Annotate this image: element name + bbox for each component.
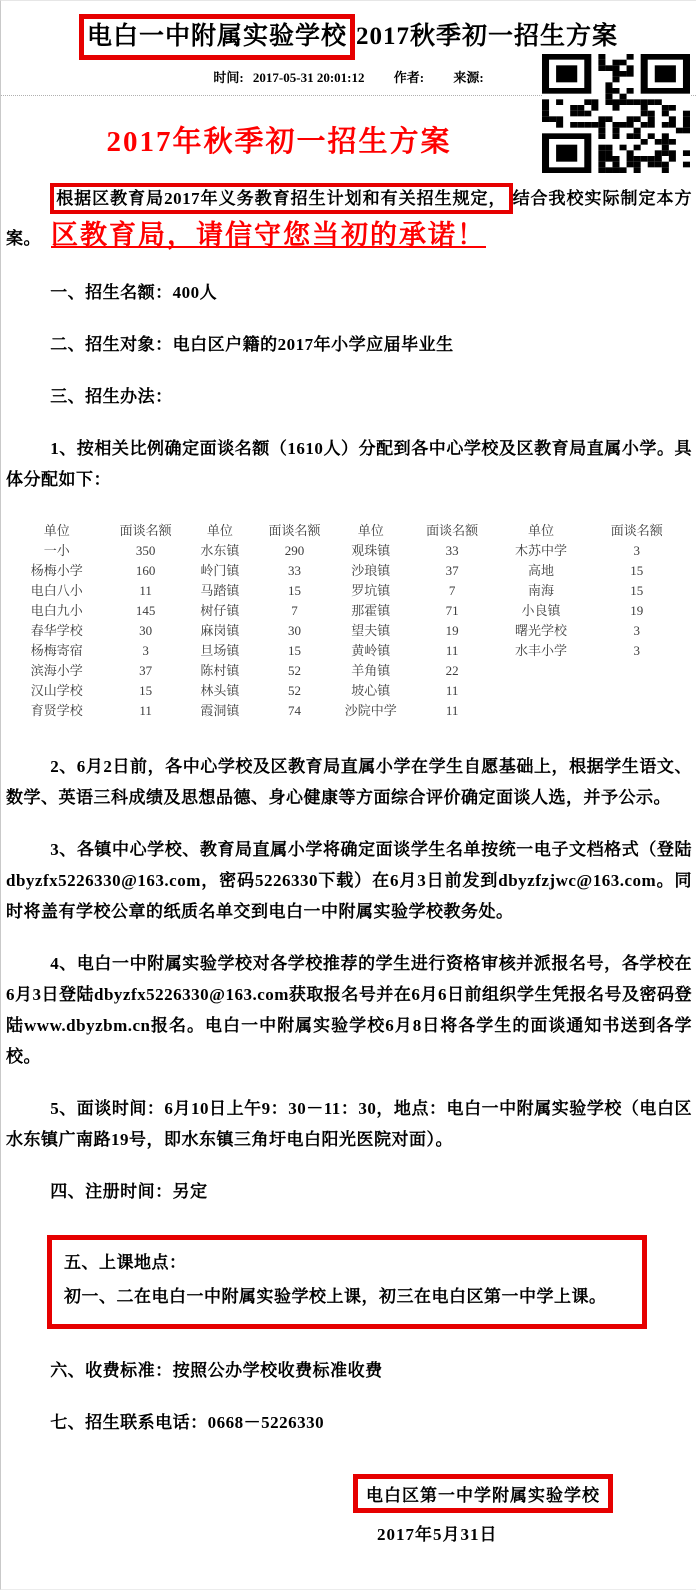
document-heading: 2017年秋季初一招生方案 bbox=[106, 126, 452, 158]
table-cell: 汉山学校 bbox=[30, 683, 83, 698]
table-cell: 电白九小 bbox=[30, 603, 83, 618]
table-cell: 水丰小学 bbox=[514, 643, 567, 658]
table-cell bbox=[495, 701, 588, 721]
signature-highlight-box: 电白区第一中学附属实验学校 bbox=[353, 1474, 613, 1513]
table-cell: 11 bbox=[445, 643, 459, 658]
table-cell: 15 bbox=[287, 583, 301, 598]
table-cell: 160 bbox=[135, 563, 156, 578]
table-header-cell: 单位 bbox=[43, 523, 70, 538]
section-method: 三、招生办法： bbox=[50, 387, 173, 406]
table-cell: 滨海小学 bbox=[30, 663, 83, 678]
table-cell: 52 bbox=[287, 683, 301, 698]
table-cell: 3 bbox=[633, 543, 640, 558]
table-cell: 145 bbox=[135, 603, 156, 618]
table-cell: 71 bbox=[445, 603, 459, 618]
table-cell: 杨梅小学 bbox=[30, 563, 83, 578]
table-cell: 霞洞镇 bbox=[200, 703, 240, 718]
allocation-table bbox=[5, 521, 686, 721]
table-cell: 350 bbox=[135, 543, 156, 558]
allocation-table-body bbox=[5, 541, 686, 721]
protest-annotation: 区教育局，请信守您当初的承诺！ bbox=[51, 220, 486, 250]
table-cell bbox=[495, 681, 588, 701]
table-cell bbox=[587, 701, 686, 721]
table-row bbox=[5, 621, 686, 641]
table-cell: 观珠镇 bbox=[351, 543, 391, 558]
table-cell: 37 bbox=[139, 663, 153, 678]
meta-author-label: 作者: bbox=[393, 70, 425, 85]
section-quota: 一、招生名额：400人 bbox=[50, 283, 218, 302]
table-header-cell: 单位 bbox=[206, 523, 233, 538]
signature-row bbox=[353, 1474, 693, 1513]
table-cell: 小良镇 bbox=[521, 603, 561, 618]
table-cell: 15 bbox=[630, 563, 644, 578]
table-row bbox=[5, 601, 686, 621]
section-target: 二、招生对象：电白区户籍的2017年小学应届毕业生 bbox=[50, 335, 454, 354]
table-row bbox=[5, 541, 686, 561]
table-header-cell: 面谈名额 bbox=[119, 523, 172, 538]
table-cell: 望夫镇 bbox=[351, 623, 391, 638]
table-cell: 22 bbox=[445, 663, 459, 678]
meta-source-label: 来源: bbox=[453, 70, 484, 85]
method-item-3: 3、各镇中心学校、教育局直属小学将确定面谈学生名单按统一电子文档格式（登陆dbyzfx5226330@163.com，密码5226330下载）在6月3日前发到dbyzfzjwc@163.com。同时将盖有学校公章的纸质名单交到电白一中附属实验学校教务处。 bbox=[6, 840, 692, 921]
method-item-2: 2、6月2日前，各中心学校及区教育局直属小学在学生自愿基础上，根据学生语文、数学、英语三科成绩及思想品德、身心健康等方面综合评价确定面谈人选，并予公示。 bbox=[6, 757, 692, 807]
method-item-5: 5、面谈时间：6月10日上午9：30－11：30，地点：电白一中附属实验学校（电白区水东镇广南路19号，即水东镇三角圩电白阳光医院对面）。 bbox=[6, 1099, 692, 1149]
table-cell: 33 bbox=[287, 563, 301, 578]
table-cell: 沙琅镇 bbox=[351, 563, 391, 578]
table-cell: 33 bbox=[445, 543, 459, 558]
qr-code-icon bbox=[542, 54, 690, 173]
intro-paragraph bbox=[6, 183, 692, 256]
table-cell: 林头镇 bbox=[200, 683, 240, 698]
section-contact: 七、招生联系电话：0668－5226330 bbox=[50, 1413, 325, 1432]
section-fees: 六、收费标准：按照公办学校收费标准收费 bbox=[50, 1361, 383, 1380]
intro-rest: 结合我校实际制定本方案。 bbox=[6, 189, 693, 248]
table-cell: 74 bbox=[287, 703, 301, 718]
table-cell: 11 bbox=[445, 683, 459, 698]
section-location-body: 初一、二在电白一中附属实验学校上课，初三在电白区第一中学上课。 bbox=[64, 1287, 607, 1306]
table-cell: 3 bbox=[633, 623, 640, 638]
table-cell: 陈村镇 bbox=[200, 663, 240, 678]
table-cell: 那霍镇 bbox=[351, 603, 391, 618]
table-cell: 罗坑镇 bbox=[351, 583, 391, 598]
table-cell: 羊角镇 bbox=[351, 663, 391, 678]
table-cell: 马踏镇 bbox=[200, 583, 240, 598]
table-row bbox=[5, 701, 686, 721]
table-cell: 曙光学校 bbox=[514, 623, 567, 638]
table-row bbox=[5, 641, 686, 661]
intro-highlight-box: 根据区教育局2017年义务教育招生计划和有关招生规定， bbox=[50, 183, 512, 214]
table-cell: 春华学校 bbox=[30, 623, 83, 638]
table-cell: 30 bbox=[139, 623, 153, 638]
table-cell: 11 bbox=[139, 583, 152, 598]
table-cell: 52 bbox=[287, 663, 301, 678]
table-cell: 坡心镇 bbox=[351, 683, 391, 698]
table-cell: 11 bbox=[445, 703, 459, 718]
table-cell: 杨梅寄宿 bbox=[30, 643, 83, 658]
table-header-cell: 面谈名额 bbox=[610, 523, 663, 538]
table-cell: 30 bbox=[287, 623, 301, 638]
table-cell: 岭门镇 bbox=[200, 563, 240, 578]
section-registration: 四、注册时间：另定 bbox=[50, 1182, 208, 1201]
table-cell: 7 bbox=[291, 603, 298, 618]
table-cell: 旦场镇 bbox=[200, 643, 240, 658]
table-cell: 树仔镇 bbox=[200, 603, 240, 618]
table-row bbox=[5, 661, 686, 681]
article-body bbox=[1, 122, 696, 1545]
table-cell: 高地 bbox=[527, 563, 554, 578]
table-row bbox=[5, 561, 686, 581]
table-header-cell: 单位 bbox=[527, 523, 554, 538]
allocation-table-head bbox=[5, 521, 686, 541]
table-cell: 电白八小 bbox=[30, 583, 83, 598]
table-cell: 3 bbox=[142, 643, 149, 658]
meta-time-label: 时间: bbox=[213, 70, 244, 85]
table-cell: 木苏中学 bbox=[514, 543, 567, 558]
table-cell: 15 bbox=[287, 643, 301, 658]
table-cell: 15 bbox=[139, 683, 153, 698]
method-item-1: 1、按相关比例确定面谈名额（1610人）分配到各中心学校及区教育局直属小学。具体分配如下： bbox=[6, 439, 692, 489]
table-header-cell: 单位 bbox=[357, 523, 384, 538]
table-cell bbox=[587, 681, 686, 701]
table-cell bbox=[495, 661, 588, 681]
table-row bbox=[5, 581, 686, 601]
table-row bbox=[5, 681, 686, 701]
meta-time-value: 2017-05-31 20:01:12 bbox=[252, 70, 365, 85]
section-location-title: 五、上课地点： bbox=[64, 1253, 187, 1272]
table-cell: 育贤学校 bbox=[30, 703, 83, 718]
table-header-cell: 面谈名额 bbox=[426, 523, 479, 538]
table-cell: 290 bbox=[284, 543, 305, 558]
table-cell: 19 bbox=[630, 603, 644, 618]
table-cell: 一小 bbox=[43, 543, 70, 558]
class-location-highlight-box bbox=[47, 1235, 647, 1329]
table-cell: 沙院中学 bbox=[344, 703, 397, 718]
table-cell bbox=[587, 661, 686, 681]
table-cell: 南海 bbox=[527, 583, 554, 598]
table-cell: 7 bbox=[448, 583, 456, 598]
table-cell: 15 bbox=[630, 583, 644, 598]
page-title-rest: 2017秋季初一招生方案 bbox=[356, 23, 619, 50]
table-cell: 11 bbox=[139, 703, 152, 718]
table-cell: 3 bbox=[633, 643, 640, 658]
table-cell: 37 bbox=[445, 563, 459, 578]
table-cell: 黄岭镇 bbox=[351, 643, 391, 658]
table-cell: 19 bbox=[445, 623, 459, 638]
signature-date: 2017年5月31日 bbox=[377, 1525, 498, 1544]
table-cell: 水东镇 bbox=[200, 543, 240, 558]
title-highlight-box: 电白一中附属实验学校 bbox=[79, 14, 355, 60]
method-item-4: 4、电白一中附属实验学校对各学校推荐的学生进行资格审核并派报名号，各学校在6月3日登陆dbyzfx5226330@163.com获取报名号并在6月6日前组织学生凭报名号及密码登陆www.dbyzbm.cn报名。电白一中附属实验学校6月8日将各学生的面谈通知书送到各学校。 bbox=[6, 954, 692, 1066]
table-cell: 麻岗镇 bbox=[200, 623, 240, 638]
table-header-cell: 面谈名额 bbox=[268, 523, 321, 538]
